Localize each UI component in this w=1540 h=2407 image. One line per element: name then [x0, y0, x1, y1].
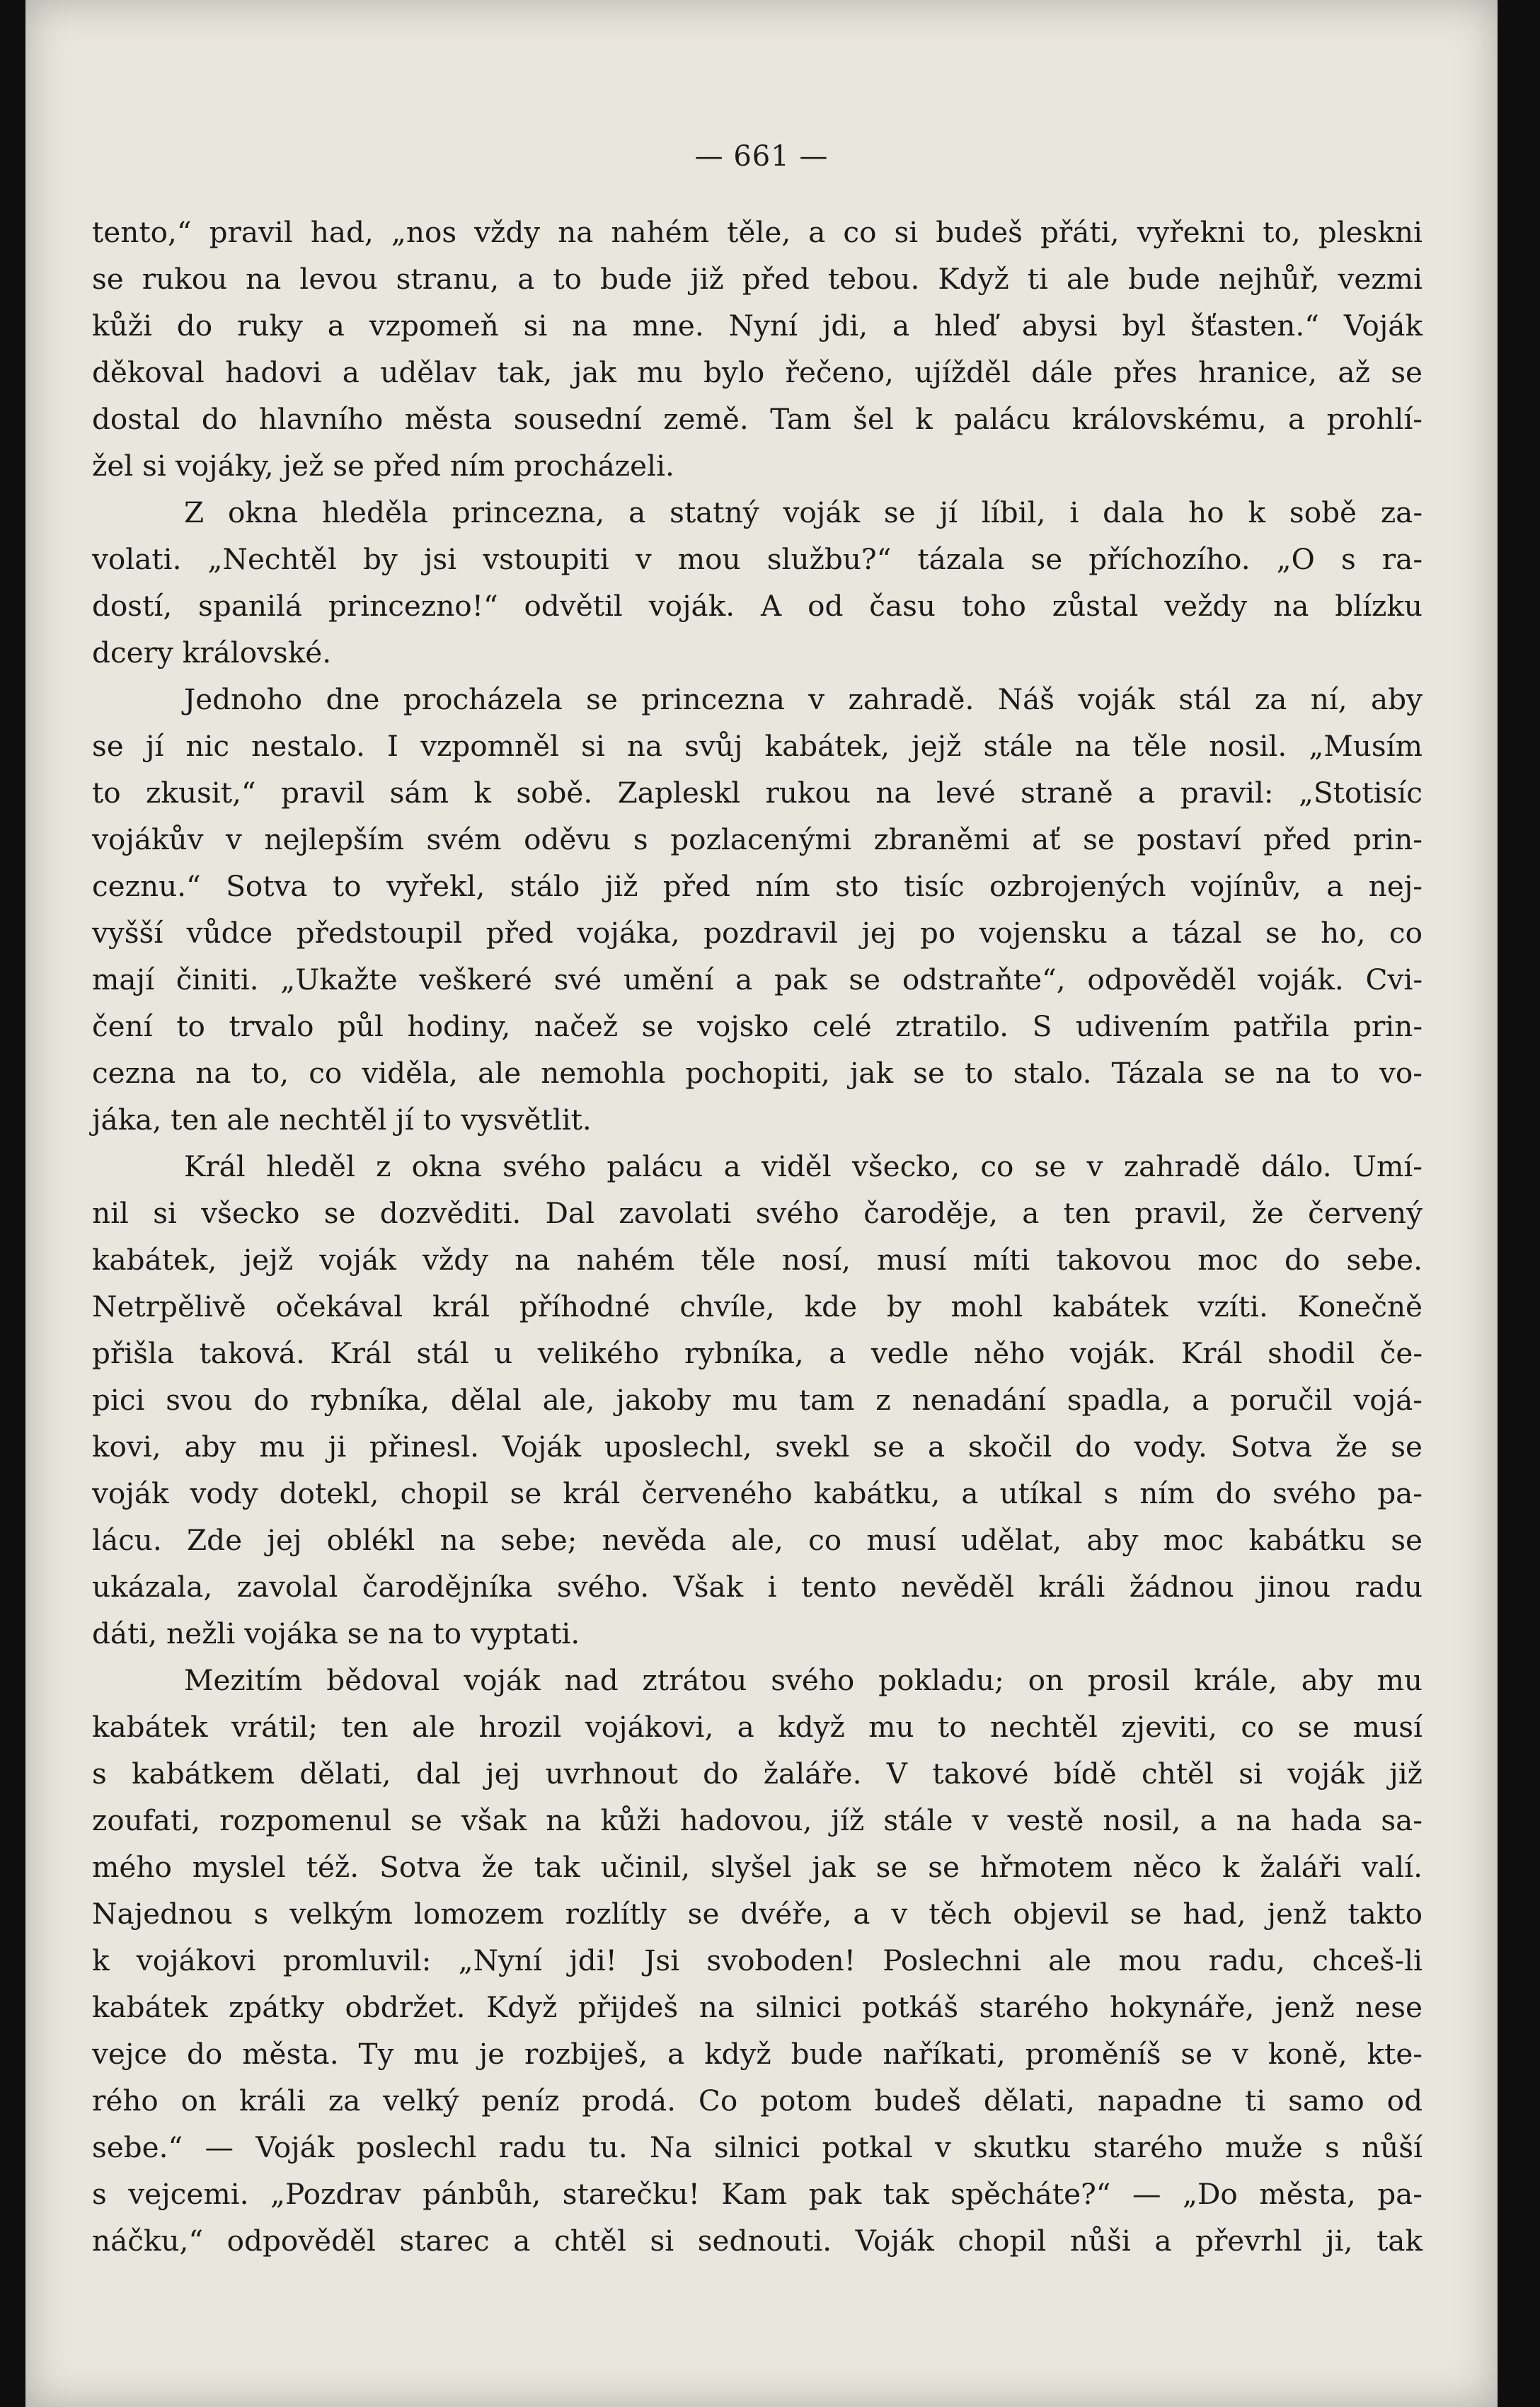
text-line: vyšší vůdce předstoupil před vojáka, pozdravil jej po vojensku a tázal se ho, co — [92, 916, 1423, 950]
paragraph — [92, 1143, 1423, 1657]
text-line: Jednoho dne procházela se princezna v zahradě. Náš voják stál za ní, aby — [184, 682, 1423, 716]
text-line: dostal do hlavního města sousední země. Tam šel k palácu královskému, a prohlí- — [92, 402, 1423, 436]
text-line: se jí nic nestalo. I vzpomněl si na svůj kabátek, jejž stále na těle nosil. „Musím — [92, 729, 1423, 763]
text-line: přišla taková. Král stál u velikého rybníka, a vedle něho voják. Král shodil če- — [92, 1336, 1423, 1370]
text-line: vejce do města. Ty mu je rozbiješ, a když bude naříkati, proměníš se v koně, kte- — [92, 2037, 1423, 2071]
text-line: mého myslel též. Sotva že tak učinil, slyšel jak se se hřmotem něco k žaláři valí. — [92, 1850, 1423, 1884]
text-line: kabátek vrátil; ten ale hrozil vojákovi, a když mu to nechtěl zjeviti, co se musí — [92, 1710, 1423, 1744]
text-line: rého on králi za velký peníz prodá. Co potom budeš dělati, napadne ti samo od — [92, 2084, 1423, 2118]
paragraph — [92, 676, 1423, 1143]
text-line: kůži do ruky a vzpomeň si na mne. Nyní jdi, a hleď abysi byl šťasten.“ Voják — [92, 309, 1423, 343]
text-line: kovi, aby mu ji přinesl. Voják uposlechl, svekl se a skočil do vody. Sotva že se — [92, 1430, 1423, 1464]
text-line: žel si vojáky, jež se před ním procházeli. — [92, 449, 674, 483]
text-line: Najednou s velkým lomozem rozlítly se dvéře, a v těch objevil se had, jenž takto — [92, 1897, 1423, 1931]
text-line: voják vody dotekl, chopil se král červeného kabátku, a utíkal s ním do svého pa- — [92, 1476, 1423, 1510]
text-line: Mezitím bědoval voják nad ztrátou svého pokladu; on prosil krále, aby mu — [184, 1663, 1423, 1697]
page-number: — 661 — — [694, 140, 829, 173]
text-line: volati. „Nechtěl by jsi vstoupiti v mou službu?“ tázala se příchozího. „O s ra- — [92, 542, 1423, 576]
text-line: vojákův v nejlepším svém oděvu s pozlacenými zbraněmi ať se postaví před prin- — [92, 822, 1423, 856]
text-line: děkoval hadovi a udělav tak, jak mu bylo řečeno, ujížděl dále přes hranice, až se — [92, 355, 1423, 389]
text-line: zoufati, rozpomenul se však na kůži hadovou, jíž stále v vestě nosil, a na hada sa- — [92, 1803, 1423, 1837]
text-line: k vojákovi promluvil: „Nyní jdi! Jsi svoboden! Poslechni ale mou radu, chceš-li — [92, 1943, 1423, 1977]
text-line: cezna na to, co viděla, ale nemohla pochopiti, jak se to stalo. Tázala se na to vo- — [92, 1056, 1423, 1090]
text-line: lácu. Zde jej oblékl na sebe; nevěda ale, co musí udělat, aby moc kabátku se — [92, 1523, 1423, 1557]
text-line: dostí, spanilá princezno!“ odvětil voják. A od času toho zůstal veždy na blízku — [92, 589, 1423, 623]
text-line: kabátek zpátky obdržet. Když přijdeš na silnici potkáš starého hokynáře, jenž nese — [92, 1990, 1423, 2024]
text-line: čení to trvalo půl hodiny, načež se vojsko celé ztratilo. S udivením patřila prin- — [92, 1009, 1423, 1043]
scan-border — [1498, 0, 1540, 2407]
text-line: Z okna hleděla princezna, a statný voják se jí líbil, i dala ho k sobě za- — [184, 495, 1423, 529]
paragraph — [92, 1657, 1423, 2264]
text-line: dcery královské. — [92, 636, 332, 670]
text-line: tento,“ pravil had, „nos vždy na nahém těle, a co si budeš přáti, vyřekni to, pleskni — [92, 215, 1423, 249]
text-line: kabátek, jejž voják vždy na nahém těle nosí, musí míti takovou moc do sebe. — [92, 1243, 1423, 1277]
text-line: ceznu.“ Sotva to vyřekl, stálo již před ním sto tisíc ozbrojených vojínův, a nej- — [92, 869, 1423, 903]
text-line: ukázala, zavolal čarodějníka svého. Však i tento nevěděl králi žádnou jinou radu — [92, 1570, 1423, 1604]
book-page — [25, 0, 1498, 2407]
text-line: s vejcemi. „Pozdrav pánbůh, starečku! Kam pak tak spěcháte?“ — „Do města, pa- — [92, 2177, 1423, 2211]
body-text — [92, 209, 1423, 2264]
text-line: to zkusit,“ pravil sám k sobě. Zapleskl rukou na levé straně a pravil: „Stotisíc — [92, 776, 1423, 810]
text-line: mají činiti. „Ukažte veškeré své umění a pak se odstraňte“, odpověděl voják. Cvi- — [92, 963, 1423, 996]
text-line: se rukou na levou stranu, a to bude již před tebou. Když ti ale bude nejhůř, vezmi — [92, 262, 1423, 296]
text-line: jáka, ten ale nechtěl jí to vysvětlit. — [92, 1103, 592, 1137]
text-line: Král hleděl z okna svého palácu a viděl všecko, co se v zahradě dálo. Umí- — [184, 1149, 1423, 1183]
text-line: pici svou do rybníka, dělal ale, jakoby mu tam z nenadání spadla, a poručil vojá- — [92, 1383, 1423, 1417]
text-line: dáti, nežli vojáka se na to vyptati. — [92, 1616, 580, 1650]
text-line: náčku,“ odpověděl starec a chtěl si sednouti. Voják chopil nůši a převrhl ji, tak — [92, 2224, 1423, 2258]
paragraph — [92, 489, 1423, 676]
text-line: Netrpělivě očekával král příhodné chvíle, kde by mohl kabátek vzíti. Konečně — [92, 1289, 1423, 1323]
paragraph — [92, 209, 1423, 489]
text-line: nil si všecko se dozvěditi. Dal zavolati svého čaroděje, a ten pravil, že červený — [92, 1196, 1423, 1230]
text-line: s kabátkem dělati, dal jej uvrhnout do žaláře. V takové bídě chtěl si voják již — [92, 1757, 1423, 1791]
text-line: sebe.“ — Voják poslechl radu tu. Na silnici potkal v skutku starého muže s nůší — [92, 2130, 1423, 2164]
